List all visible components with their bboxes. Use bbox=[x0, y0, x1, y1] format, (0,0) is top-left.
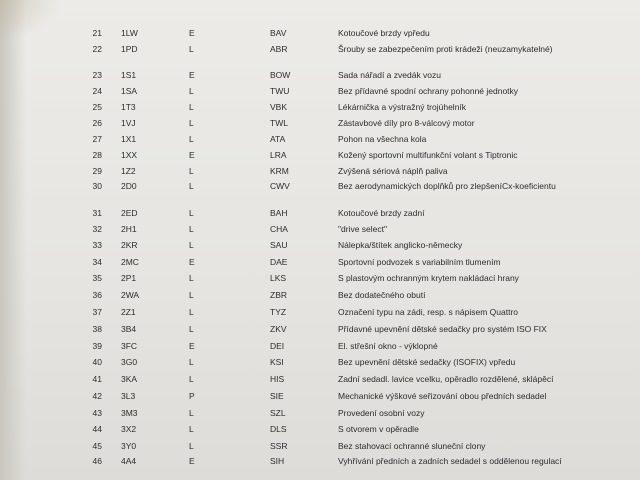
row-description: Bez stahovací ochranné sluneční clony bbox=[338, 441, 486, 451]
row-description: Zástavbové díly pro 8-válcový motor bbox=[338, 118, 475, 128]
row-type: L bbox=[189, 118, 194, 128]
row-pr-number: DEI bbox=[270, 341, 285, 351]
row-pr-number: ZBR bbox=[270, 290, 287, 300]
row-pr-number: LKS bbox=[270, 273, 287, 283]
row-type: E bbox=[189, 150, 195, 160]
row-number: 29 bbox=[92, 166, 102, 176]
row-description: Sada nářadí a zvedák vozu bbox=[338, 70, 442, 80]
row-number: 44 bbox=[92, 424, 102, 434]
row-description: Vyhřívání předních a zadních sedadel s oddělenou regulací bbox=[338, 456, 562, 466]
row-number: 37 bbox=[92, 307, 102, 317]
row-code: 2MC bbox=[121, 257, 139, 267]
row-type: L bbox=[189, 441, 194, 451]
row-code: 1VJ bbox=[121, 118, 136, 128]
row-number: 31 bbox=[92, 208, 102, 218]
row-number: 46 bbox=[92, 456, 102, 466]
row-type: E bbox=[189, 257, 195, 267]
row-number: 26 bbox=[92, 118, 102, 128]
row-type: L bbox=[189, 102, 194, 112]
row-description: Bez aerodynamických doplňků pro zlepšeníCx-koeficientu bbox=[338, 181, 556, 191]
row-number: 36 bbox=[92, 290, 102, 300]
row-description: S otvorem v opěradle bbox=[338, 424, 419, 434]
row-code: 2Z1 bbox=[121, 307, 136, 317]
row-type: E bbox=[189, 341, 195, 351]
row-code: 1LW bbox=[121, 28, 138, 38]
row-pr-number: SIE bbox=[270, 391, 284, 401]
row-number: 24 bbox=[92, 86, 102, 96]
row-number: 28 bbox=[92, 150, 102, 160]
row-description: Pohon na všechna kola bbox=[338, 134, 427, 144]
row-type: L bbox=[189, 273, 194, 283]
row-type: P bbox=[189, 391, 195, 401]
row-type: L bbox=[189, 408, 194, 418]
row-code: 1X1 bbox=[121, 134, 137, 144]
row-number: 32 bbox=[92, 224, 102, 234]
row-description: Přídavné upevnění dětské sedačky pro systém ISO FIX bbox=[338, 324, 547, 334]
row-code: 3L3 bbox=[121, 391, 136, 401]
row-description: Bez upevnění dětské sedačky (ISOFIX) vpředu bbox=[338, 357, 516, 367]
row-number: 30 bbox=[92, 181, 102, 191]
row-pr-number: KSI bbox=[270, 357, 284, 367]
row-type: L bbox=[189, 44, 194, 54]
row-type: L bbox=[189, 374, 194, 384]
row-type: E bbox=[189, 70, 195, 80]
row-number: 22 bbox=[92, 44, 102, 54]
row-number: 27 bbox=[92, 134, 102, 144]
row-type: L bbox=[189, 240, 194, 250]
row-code: 3Y0 bbox=[121, 441, 137, 451]
row-pr-number: TWL bbox=[270, 118, 288, 128]
row-description: Nálepka/štítek anglicko-německy bbox=[338, 240, 463, 250]
row-number: 38 bbox=[92, 324, 102, 334]
row-pr-number: ZKV bbox=[270, 324, 287, 334]
row-description: Provedení osobní vozy bbox=[338, 408, 425, 418]
row-pr-number: DLS bbox=[270, 424, 287, 434]
row-type: L bbox=[189, 134, 194, 144]
row-type: L bbox=[189, 324, 194, 334]
row-code: 3B4 bbox=[121, 324, 137, 334]
row-type: L bbox=[189, 86, 194, 96]
row-number: 35 bbox=[92, 273, 102, 283]
row-code: 3FC bbox=[121, 341, 138, 351]
row-description: Šrouby se zabezpečením proti krádeži (neuzamykatelné) bbox=[338, 44, 553, 54]
row-number: 40 bbox=[92, 357, 102, 367]
row-code: 4A4 bbox=[121, 456, 137, 466]
row-pr-number: SAU bbox=[270, 240, 288, 250]
row-number: 42 bbox=[92, 391, 102, 401]
row-code: 2D0 bbox=[121, 181, 137, 191]
row-number: 25 bbox=[92, 102, 102, 112]
row-description: Zvýšená sériová náplň paliva bbox=[338, 166, 448, 176]
row-pr-number: SIH bbox=[270, 456, 285, 466]
row-code: 2KR bbox=[121, 240, 138, 250]
row-description: Mechanické výškové seřizování obou předních sedadel bbox=[338, 391, 547, 401]
row-type: L bbox=[189, 224, 194, 234]
row-type: L bbox=[189, 290, 194, 300]
row-pr-number: KRM bbox=[270, 166, 289, 176]
row-description: Kotoučové brzdy vpředu bbox=[338, 28, 430, 38]
row-pr-number: BAH bbox=[270, 208, 288, 218]
row-code: 1S1 bbox=[121, 70, 137, 80]
row-code: 2ED bbox=[121, 208, 138, 218]
row-code: 1PD bbox=[121, 44, 138, 54]
row-type: L bbox=[189, 181, 194, 191]
row-type: L bbox=[189, 357, 194, 367]
row-type: E bbox=[189, 456, 195, 466]
row-pr-number: LRA bbox=[270, 150, 287, 160]
row-number: 45 bbox=[92, 441, 102, 451]
row-number: 43 bbox=[92, 408, 102, 418]
row-description: Označení typu na zádi, resp. s nápisem Quattro bbox=[338, 307, 519, 317]
row-pr-number: DAE bbox=[270, 257, 288, 267]
row-code: 3KA bbox=[121, 374, 138, 384]
row-description: "drive select" bbox=[338, 224, 388, 234]
row-description: El. střešní okno - výklopné bbox=[338, 341, 438, 351]
row-number: 41 bbox=[92, 374, 102, 384]
row-description: Lékárnička a výstražný trojúhelník bbox=[338, 102, 467, 112]
row-pr-number: SSR bbox=[270, 441, 288, 451]
row-pr-number: HIS bbox=[270, 374, 285, 384]
row-type: E bbox=[189, 28, 195, 38]
row-type: L bbox=[189, 208, 194, 218]
row-number: 39 bbox=[92, 341, 102, 351]
row-type: L bbox=[189, 424, 194, 434]
row-code: 3G0 bbox=[121, 357, 138, 367]
row-pr-number: TYZ bbox=[270, 307, 287, 317]
row-pr-number: CWV bbox=[270, 181, 290, 191]
row-code: 1Z2 bbox=[121, 166, 136, 176]
row-number: 34 bbox=[92, 257, 102, 267]
row-code: 1T3 bbox=[121, 102, 136, 112]
row-pr-number: SZL bbox=[270, 408, 286, 418]
row-type: L bbox=[189, 307, 194, 317]
row-description: Kotoučové brzdy zadní bbox=[338, 208, 425, 218]
row-code: 1SA bbox=[121, 86, 138, 96]
row-number: 23 bbox=[92, 70, 102, 80]
row-number: 21 bbox=[92, 28, 102, 38]
row-pr-number: VBK bbox=[270, 102, 288, 112]
row-pr-number: BOW bbox=[270, 70, 291, 80]
row-type: L bbox=[189, 166, 194, 176]
row-description: S plastovým ochranným krytem nakládací hrany bbox=[338, 273, 519, 283]
row-code: 2H1 bbox=[121, 224, 137, 234]
row-pr-number: ATA bbox=[270, 134, 286, 144]
row-description: Bez přídavné spodní ochrany pohonné jednotky bbox=[338, 86, 519, 96]
row-code: 2WA bbox=[121, 290, 140, 300]
row-pr-number: CHA bbox=[270, 224, 288, 234]
row-code: 3X2 bbox=[121, 424, 137, 434]
row-code: 3M3 bbox=[121, 408, 138, 418]
row-pr-number: TWU bbox=[270, 86, 290, 96]
row-description: Bez dodatečného obutí bbox=[338, 290, 426, 300]
row-code: 1XX bbox=[121, 150, 138, 160]
row-description: Sportovní podvozek s variabilním tlumením bbox=[338, 257, 501, 267]
row-description: Zadní sedadl. lavice vcelku, opěradlo rozdělené, sklápěcí bbox=[338, 374, 554, 384]
row-pr-number: BAV bbox=[270, 28, 287, 38]
row-code: 2P1 bbox=[121, 273, 137, 283]
row-description: Kožený sportovní multifunkční volant s Tiptronic bbox=[338, 150, 518, 160]
row-number: 33 bbox=[92, 240, 102, 250]
row-pr-number: ABR bbox=[270, 44, 288, 54]
